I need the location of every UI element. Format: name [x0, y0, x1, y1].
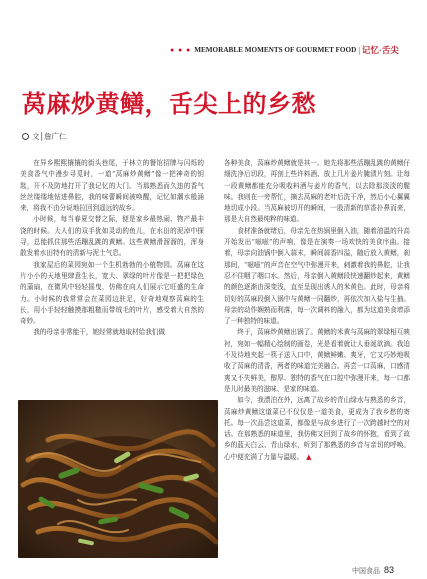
- paragraph: [224, 395, 410, 463]
- magazine-name: 中国食品: [352, 568, 380, 575]
- paragraph: 小时候，每当春夏交替之际，便是家乡最热闹、物产最丰饶的时候。大人们的双手犹如灵动的鱼儿，在水田的泥淖中探寻，总能抓住那些活蹦乱跳的黄鳝。这些黄鳝滑溜溜的，浑身散发着水田特有的清新与泥土气息。: [20, 215, 204, 258]
- paragraph: 终于，莴麻炒黄鳝出锅了。黄鳝的米黄与莴麻的翠绿相互映衬，宛如一幅精心绘制的画卷，光是看着就让人垂涎欲滴。我迫不及待地夹起一筷子送入口中，黄鳝鲜嫩、爽牙，它又巧妙地吸收了莴麻的清香，两者的味道完美融合。再尝一口莴麻，口感清爽又不失鲜美，醇厚、独特的香气在口腔中弥漫开来，每一口都是儿时最美的滋味、是家的味道。: [224, 328, 410, 393]
- paragraph: 在异乡熙熙攘攘的街头巷尾，于林立的餐馆招牌与闪烁的美食香气中漫步寻觅时，一道“莴麻炒黄鳝”像一把神奇的钥匙，开不及防地打开了我记忆的大门。当那熟悉而久违的香气丝丝缕缕地钻进鼻腔，我的味蕾瞬间被唤醒，记忆如潮水般涌来，将我不由分说地拉回到遥远的故乡。: [20, 159, 204, 213]
- end-mark-icon: ▲: [306, 452, 312, 461]
- page-footer: [352, 565, 394, 576]
- paragraph: 各种美食，莴麻炒黄鳝就是其一。她先将那些活蹦乱跳的黄鳝仔细洗净后切段，再剖上些许料酒、放上几片姜片腌渍片刻。让每一段黄鳝都能充分吸收料酒与姜片的香气，以去除那淡淡的腥味。我则在一旁帮忙，摘去莴麻的老叶后洗干净，然后小心翼翼地切成小段。当莴麻被切开的瞬间，一股清新的草香扑鼻而来，那是大自然最纯粹的味道。: [224, 159, 410, 224]
- header-chinese: 记忆·舌尖: [361, 45, 399, 55]
- page-number: 83: [383, 565, 394, 575]
- header-english: MEMORABLE MOMENTS OF GOURMET FOOD: [194, 46, 357, 54]
- dish-photo: [18, 400, 218, 558]
- header-separator: |: [358, 45, 360, 55]
- paragraph-text: 如今，我漂泊在外，远离了故乡的青山绿水与熟悉的乡音，莴麻炒黄鳝这道菜已不仅仅是一道美食，更成为了我乡愁的寄托。每一次品尝这道菜，都像是与故乡进行了一次跨越时空的对话。在那熟悉的味道里，我仿佛又回到了故乡的怀抱，看到了故乡的蓝天白云、青山绿水，听到了那熟悉的乡音与亲切的呼唤。心中便充满了力量与温暖。: [224, 396, 410, 461]
- article-title: 莴麻炒黄鳝，舌尖上的乡愁: [22, 90, 316, 118]
- article-column-right: [224, 158, 410, 463]
- paragraph: 食材准备就绪后，母亲先在热锅里倒入油，随着油温的升高开始发出“嗞嗞”的声响，像是在演奏一场欢快的美食序曲。接着，母亲向油锅中倒入蒜末，瞬间蒜香四溢，随后放入黄鳝，刹那间，“嗞嗞”的声音在空气中弥漫开来，刺激着我的鼻腔，让我忍不住咽了咽口水。然后，母亲倒入黄鳝段快速翻炒起来，黄鳝的颜色逐渐由深变浅，直至呈现出诱人的米黄色。此时，母亲将切好的莴麻段倒入锅中与黄鳝一同翻炒，再依次加入盐与生抽。母亲的动作娴熟而利落，每一次调料的融入，都为这道美食增添了一种独特的味道。: [224, 226, 410, 326]
- article-column-left: [20, 158, 204, 339]
- byline-circle-icon: [22, 133, 29, 140]
- section-header: [170, 44, 402, 56]
- header-dots: ● ● ●: [170, 46, 192, 54]
- paragraph: 我的母亲非常能干，她经常就地取材给我们做: [33, 328, 166, 337]
- article-byline: [22, 131, 67, 142]
- author-name: 文│詹广仁: [32, 132, 67, 141]
- paragraph: 我家屋后的菜园宛如一个生机勃勃的小植物园。莴麻在这片小小的天地里肆意生长，宽大、翠绿的叶片像是一把把绿色的蒲扇，在微风中轻轻摇曳，仿佛在向人们展示它旺盛的生命力。小时候的我常常会在菜园边驻足，好奇地观察莴麻的生长，用小手轻轻触摸那粗糙而带绒毛的叶片，感受着大自然的奇妙。: [20, 260, 204, 326]
